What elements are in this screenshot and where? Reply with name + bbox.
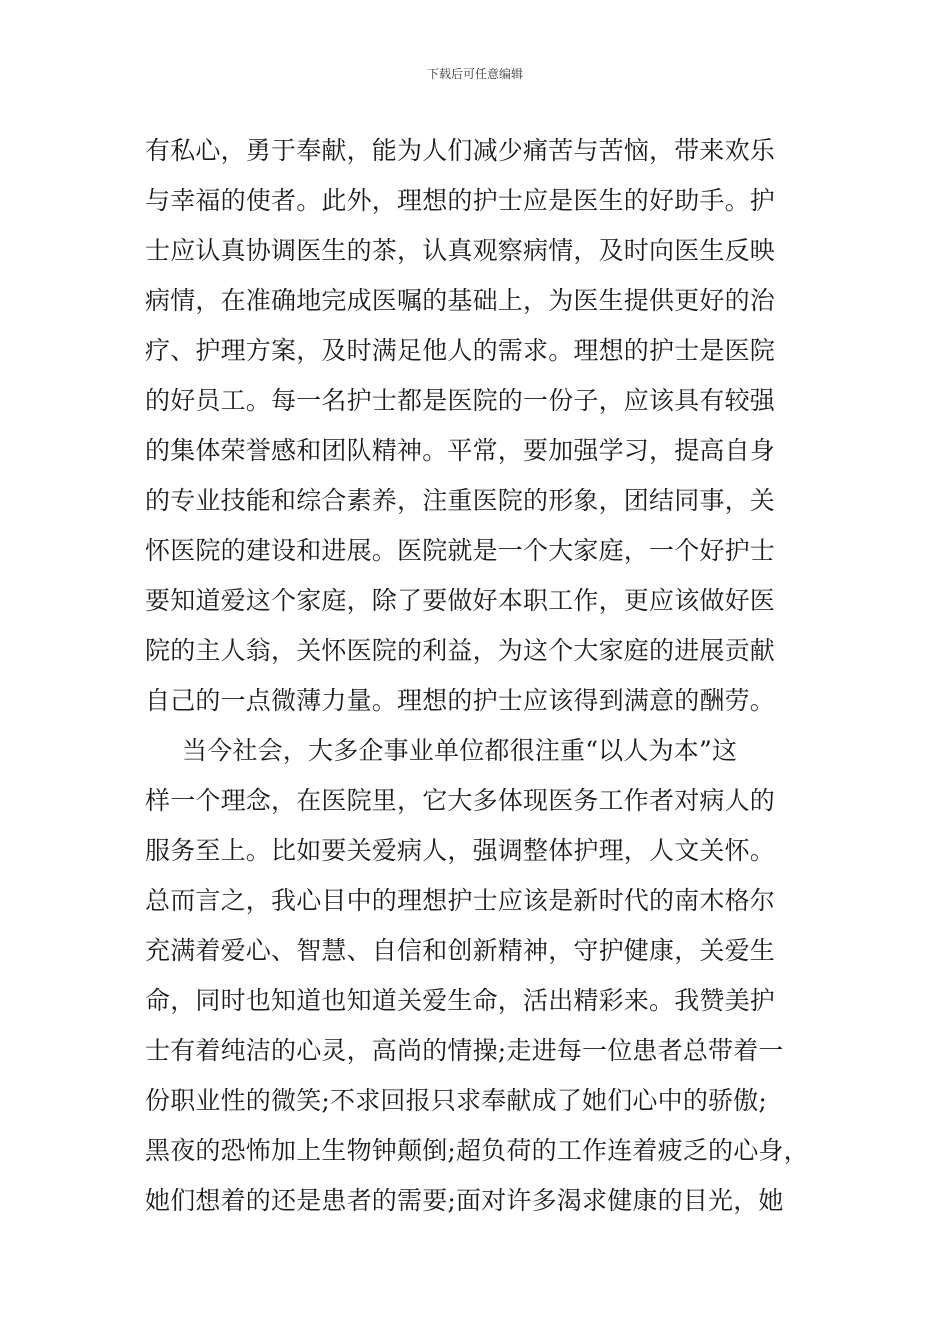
text-line: 份职业性的微笑;不求回报只求奉献成了她们心中的骄傲;	[145, 1086, 768, 1115]
text-line: 有私心，勇于奉献，能为人们减少痛苦与苦恼，带来欢乐	[145, 136, 776, 165]
text-line: 病情，在准确地完成医嘱的基础上，为医生提供更好的治	[145, 286, 776, 315]
text-line-indented: 当今社会，大多企事业单位都很注重“以人为本”这	[182, 736, 738, 765]
text-line: 的集体荣誉感和团队精神。平常，要加强学习，提高自身	[145, 436, 776, 465]
text-line: 服务至上。比如要关爱病人，强调整体护理，人文关怀。	[145, 836, 776, 865]
text-line: 士有着纯洁的心灵，高尚的情操;走进每一位患者总带着一	[145, 1036, 784, 1065]
text-line: 要知道爱这个家庭，除了要做好本职工作，更应该做好医	[145, 586, 776, 615]
text-line: 总而言之，我心目中的理想护士应该是新时代的南木格尔	[145, 886, 776, 915]
text-line: 样一个理念，在医院里，它大多体现医务工作者对病人的	[145, 786, 776, 815]
text-line: 命，同时也知道也知道关爱生命，活出精彩来。我赞美护	[145, 986, 776, 1015]
text-line: 疗、护理方案，及时满足他人的需求。理想的护士是医院	[145, 336, 776, 365]
text-line: 的好员工。每一名护士都是医院的一份子，应该具有较强	[145, 386, 776, 415]
paragraph-1	[145, 126, 815, 726]
text-line: 院的主人翁，关怀医院的利益，为这个大家庭的进展贡献	[145, 636, 776, 665]
document-body	[145, 126, 815, 1226]
paragraph-2	[145, 726, 815, 1226]
text-line: 的专业技能和综合素养，注重医院的形象，团结同事，关	[145, 486, 776, 515]
text-line: 怀医院的建设和进展。医院就是一个大家庭，一个好护士	[145, 536, 776, 565]
page-header: 下载后可任意编辑	[426, 67, 523, 81]
text-line: 黑夜的恐怖加上生物钟颠倒;超负荷的工作连着疲乏的心身，	[145, 1136, 809, 1165]
text-line: 与幸福的使者。此外，理想的护士应是医生的好助手。护	[145, 186, 776, 215]
text-line: 她们想着的还是患者的需要;面对许多渴求健康的目光，她	[145, 1186, 784, 1215]
text-line: 自己的一点微薄力量。理想的护士应该得到满意的酬劳。	[145, 686, 776, 715]
text-line: 充满着爱心、智慧、自信和创新精神，守护健康，关爱生	[145, 936, 776, 965]
text-line: 士应认真协调医生的茶，认真观察病情，及时向医生反映	[145, 236, 776, 265]
